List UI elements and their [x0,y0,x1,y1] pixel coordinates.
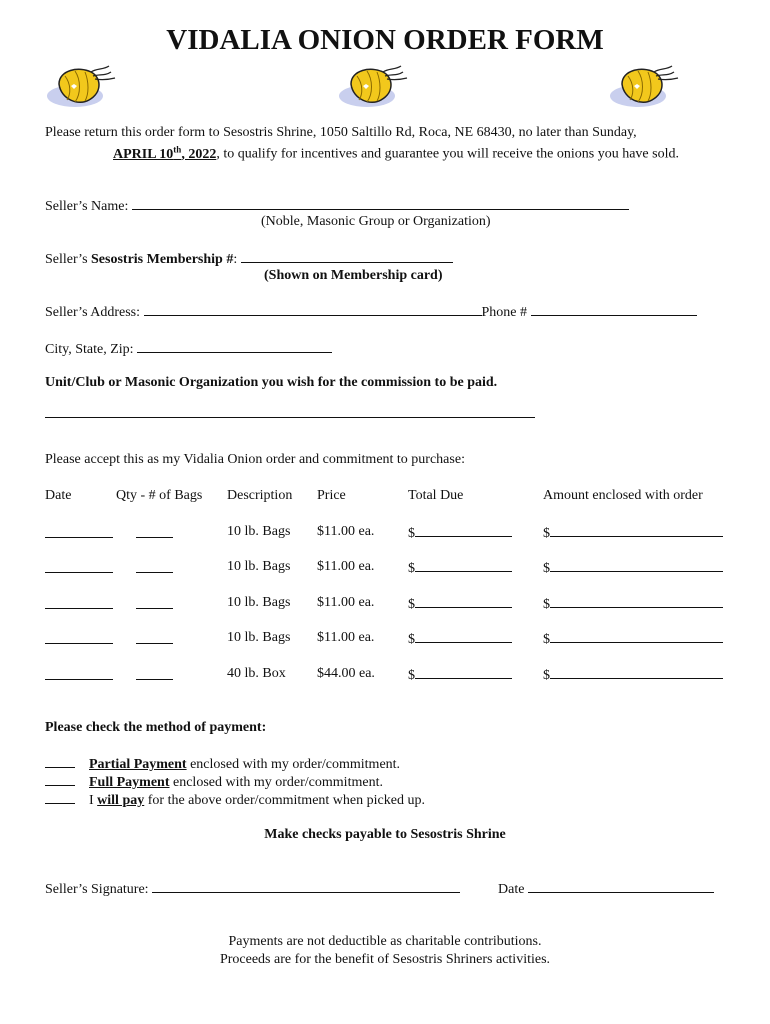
row-description: 10 lb. Bags [227,559,291,574]
checks-payable-note: Make checks payable to Sesostris Shrine [264,827,506,842]
partial-payment-checkbox[interactable] [45,755,75,768]
qty-field[interactable] [136,560,173,573]
footer-line-1: Payments are not deductible as charitable contributions. [228,934,542,949]
city-row [45,340,332,358]
address-field[interactable] [144,303,482,316]
qty-field[interactable] [136,596,173,609]
row-description: 10 lb. Bags [227,595,291,610]
seller-name-field[interactable] [132,197,629,210]
signature-date-row [498,880,714,898]
header-total-due: Total Due [408,488,464,503]
row-price: $11.00 ea. [317,595,375,610]
amount-enclosed-field[interactable]: $ [543,666,723,684]
page-title: VIDALIA ONION ORDER FORM [166,24,604,56]
amount-enclosed-field[interactable]: $ [543,595,723,613]
signature-date-field[interactable] [528,880,714,893]
city-label: City, State, Zip: [45,342,134,357]
deadline-date: APRIL 10th, 2022 [113,144,217,162]
total-due-field[interactable]: $ [408,559,512,577]
total-due-field[interactable]: $ [408,595,512,613]
onion-icon [608,62,684,110]
signature-row [45,880,460,898]
city-field[interactable] [137,340,332,353]
signature-field[interactable] [152,880,460,893]
date-field[interactable] [45,667,113,680]
payment-option-full: Full Payment enclosed with my order/commitment. [45,773,383,791]
total-due-field[interactable]: $ [408,524,512,542]
membership-hint: (Shown on Membership card) [264,268,443,283]
date-field[interactable] [45,631,113,644]
membership-row: Seller’s Sesostris Membership #: [45,250,453,268]
date-field[interactable] [45,560,113,573]
signature-label: Seller’s Signature: [45,882,149,897]
payment-option-pickup: I will pay for the above order/commitment when picked up. [45,791,425,809]
footer-line-2: Proceeds are for the benefit of Sesostris Shriners activities. [219,952,551,967]
amount-enclosed-field[interactable]: $ [543,630,723,648]
will-pay-checkbox[interactable] [45,791,75,804]
full-payment-checkbox[interactable] [45,773,75,786]
seller-name-hint: (Noble, Masonic Group or Organization) [261,214,491,229]
row-description: 10 lb. Bags [227,524,291,539]
accept-text: Please accept this as my Vidalia Onion order and commitment to purchase: [45,452,465,467]
header-date: Date [45,488,72,503]
row-price: $11.00 ea. [317,559,375,574]
payment-heading: Please check the method of payment: [45,720,267,735]
phone-field[interactable] [531,303,697,316]
onion-icon [337,62,413,110]
intro-line-2: APRIL 10th, 2022, to qualify for incentives and guarantee you will receive the onions you have sold. [113,144,679,162]
payment-option-partial: Partial Payment enclosed with my order/commitment. [45,755,400,773]
header-price: Price [317,488,346,503]
address-row [45,303,697,321]
date-field[interactable] [45,525,113,538]
header-amount-enclosed: Amount enclosed with order [543,488,703,503]
row-price: $11.00 ea. [317,630,375,645]
commission-field[interactable] [45,405,535,418]
seller-name-row [45,197,629,215]
amount-enclosed-field[interactable]: $ [543,524,723,542]
date-field[interactable] [45,596,113,609]
amount-enclosed-field[interactable]: $ [543,559,723,577]
signature-date-label: Date [498,882,525,897]
commission-label: Unit/Club or Masonic Organization you wish for the commission to be paid. [45,375,498,390]
row-description: 40 lb. Box [227,666,286,681]
header-description: Description [227,488,293,503]
phone-label: Phone # [481,305,528,320]
row-price: $44.00 ea. [317,666,375,681]
onion-icon [45,62,121,110]
total-due-field[interactable]: $ [408,666,512,684]
qty-field[interactable] [136,631,173,644]
total-due-field[interactable]: $ [408,630,512,648]
intro-line-1: Please return this order form to Sesostris Shrine, 1050 Saltillo Rd, Roca, NE 68430, no later than Sunday, [45,125,637,140]
row-description: 10 lb. Bags [227,630,291,645]
membership-number-field[interactable] [241,250,453,263]
address-label: Seller’s Address: [45,305,141,320]
membership-label: Sesostris Membership # [91,252,234,267]
header-qty: Qty - # of Bags [116,488,203,503]
seller-name-label: Seller’s Name: [45,199,129,214]
qty-field[interactable] [136,667,173,680]
row-price: $11.00 ea. [317,524,375,539]
qty-field[interactable] [136,525,173,538]
